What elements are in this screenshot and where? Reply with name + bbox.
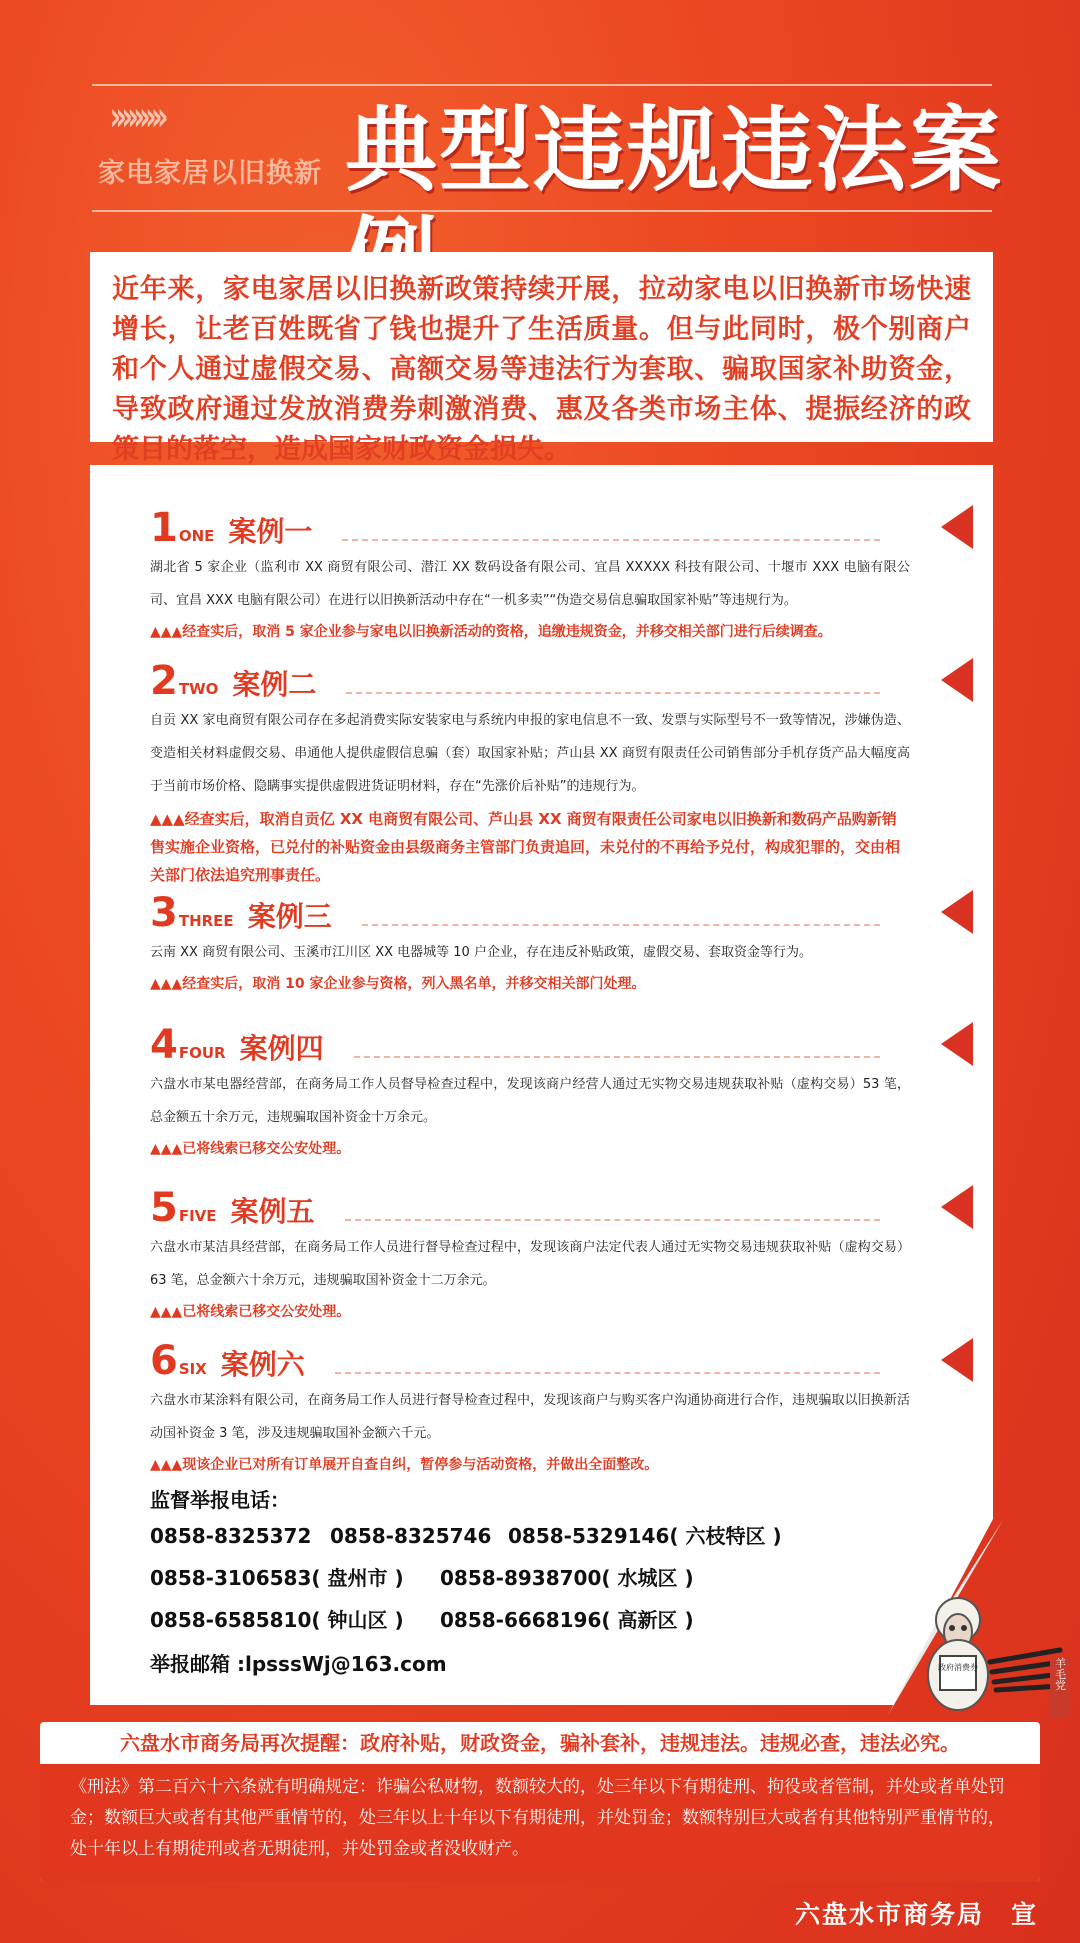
case-description: 六盘水市某涂料有限公司，在商务局工作人员进行督导检查过程中，发现该商户与购买客户沟通协商进行合作，违规骗取以旧换新活动国补资金 3 笔，涉及违规骗取国补金额六千元。 bbox=[150, 1393, 910, 1441]
chevron-decoration: ››››››››› bbox=[109, 94, 163, 140]
page-title: 典型违规违法案 bbox=[345, 97, 1004, 204]
hotline-row bbox=[150, 1599, 930, 1641]
case-result: ▲▲▲经查实后，取消 10 家企业参与资格，列入黑名单，并移交相关部门处理。 bbox=[150, 976, 646, 992]
header-top-rule bbox=[92, 84, 992, 86]
case-number-en: FOUR bbox=[178, 1044, 226, 1062]
header-bottom-rule bbox=[92, 210, 992, 212]
triangle-marker-icon bbox=[941, 505, 973, 549]
law-text: 《刑法》第二百六十六条就有明确规定：诈骗公私财物，数额较大的，处三年以下有期徒刑、拘役或者管制，并处或者单处罚金；数额巨大或者有其他严重情节的，处三年以上十年以下有期徒刑，并处罚金；数额特别巨大或者有其他特别严重情节的，处十年以上有期徒刑或者无期徒刑，并处罚金或者没收财产。 bbox=[40, 1764, 1040, 1882]
report-email[interactable]: 举报邮箱 :lpsssWj@163.com bbox=[150, 1652, 447, 1676]
sheep-icon bbox=[928, 1598, 988, 1710]
case-header bbox=[150, 1338, 910, 1384]
case-description: 自贡 XX 家电商贸有限公司存在多起消费实际安装家电与系统内申报的家电信息不一致、发票与实际型号不一致等情况，涉嫌伪造、变造相关材料虚假交易、串通他人提供虚假信息骗（套）取国家补贴；芦山县 XX 商贸有限责任公司销售部分手机存货产品大幅度高于当前市场价格、隐瞒事实提供虚假进货证明材料，存在“先涨价后补贴”的违规行为。 bbox=[150, 713, 910, 794]
case-description: 六盘水市某洁具经营部，在商务局工作人员进行督导检查过程中，发现该商户法定代表人通过无实物交易违规获取补贴（虚构交易）63 笔，总金额六十余万元，违规骗取国补资金十二万余元。 bbox=[150, 1240, 910, 1288]
case-number-en: ONE bbox=[178, 527, 215, 545]
dashed-divider bbox=[345, 1218, 880, 1221]
triangle-marker-icon bbox=[941, 1338, 973, 1382]
triangle-marker-icon bbox=[941, 658, 973, 702]
case-number: 2 bbox=[150, 658, 178, 704]
case-header bbox=[150, 1022, 910, 1068]
hotline-title: 监督举报电话： bbox=[150, 1488, 290, 1512]
case-title: 案例五 bbox=[230, 1195, 315, 1228]
case-number-en: SIX bbox=[178, 1360, 207, 1378]
dashed-divider bbox=[354, 1055, 880, 1058]
case-title: 案例四 bbox=[239, 1032, 324, 1065]
triangle-marker-icon bbox=[941, 890, 973, 934]
case-result: ▲▲▲已将线索已移交公安处理。 bbox=[150, 1141, 351, 1157]
case-1 bbox=[150, 505, 910, 645]
case-title: 案例一 bbox=[228, 515, 313, 548]
law-reminder: 六盘水市商务局再次提醒：政府补贴，财政资金，骗补套补，违规违法。违规必查，违法必究。 bbox=[120, 1731, 960, 1755]
dashed-divider bbox=[342, 538, 880, 541]
case-number: 4 bbox=[150, 1022, 178, 1068]
case-4 bbox=[150, 1022, 910, 1162]
case-header bbox=[150, 658, 910, 704]
case-3 bbox=[150, 890, 910, 997]
case-6 bbox=[150, 1338, 910, 1478]
intro-text: 近年来，家电家居以旧换新政策持续开展，拉动家电以旧换新市场快速增长，让老百姓既省了钱也提升了生活质量。但与此同时，极个别商户和个人通过虚假交易、高额交易等违法行为套取、骗取国家补助资金，导致政府通过发放消费券刺激消费、惠及各类市场主体、提振经济的政策目的落空，造成国家财政资金损失。 bbox=[112, 274, 971, 465]
case-result: ▲▲▲现该企业已对所有订单展开自查自纠，暂停参与活动资格，并做出全面整改。 bbox=[150, 1457, 659, 1473]
case-description: 六盘水市某电器经营部，在商务局工作人员督导检查过程中，发现该商户经营人通过无实物交易违规获取补贴（虚构交易）53 笔，总金额五十余万元，违规骗取国补资金十万余元。 bbox=[150, 1077, 910, 1125]
phone-number[interactable]: 0858-8938700( 水城区 ) bbox=[440, 1566, 694, 1590]
phone-number[interactable]: 0858-6668196( 高新区 ) bbox=[440, 1608, 694, 1632]
phone-number[interactable]: 0858-6585810( 钟山区 ) bbox=[150, 1608, 404, 1632]
case-number: 1 bbox=[150, 505, 178, 551]
case-title: 案例六 bbox=[220, 1348, 305, 1381]
case-result: ▲▲▲经查实后，取消 5 家企业参与家电以旧换新活动的资格，追缴违规资金，并移交相关部门进行后续调查。 bbox=[150, 624, 832, 640]
case-number: 6 bbox=[150, 1338, 178, 1384]
footer-signature: 六盘水市商务局 宣 bbox=[794, 1900, 1038, 1929]
header-subtitle: 家电家居以旧换新 bbox=[98, 158, 322, 189]
case-number: 5 bbox=[150, 1185, 178, 1231]
report-hotline bbox=[150, 1485, 930, 1685]
case-header bbox=[150, 505, 910, 551]
case-2 bbox=[150, 658, 910, 889]
dashed-divider bbox=[362, 923, 880, 926]
case-header bbox=[150, 890, 910, 936]
intro-box bbox=[90, 252, 993, 465]
dashed-divider bbox=[335, 1371, 880, 1374]
sign-label: 羊毛党 bbox=[1053, 1657, 1067, 1691]
hotline-row bbox=[150, 1515, 930, 1557]
case-number-en: TWO bbox=[178, 680, 219, 698]
case-result: ▲▲▲经查实后，取消自贡亿 XX 电商贸有限公司、芦山县 XX 商贸有限责任公司家电以旧换新和数码产品购新销售实施企业资格，已兑付的补贴资金由县级商务主管部门负责追回，未兑付的不再给予兑付，构成犯罪的，交由相关部门依法追究刑事责任。 bbox=[150, 810, 901, 884]
dashed-divider bbox=[346, 691, 880, 694]
sheep-illustration bbox=[910, 1590, 1070, 1730]
law-box bbox=[40, 1722, 1040, 1882]
case-title: 案例三 bbox=[247, 900, 332, 933]
case-number-en: FIVE bbox=[178, 1207, 217, 1225]
hotline-row bbox=[150, 1557, 930, 1599]
case-5 bbox=[150, 1185, 910, 1325]
coupon-label: 政府消费券 bbox=[938, 1663, 978, 1672]
case-number: 3 bbox=[150, 890, 178, 936]
phone-number[interactable]: 0858-5329146( 六枝特区 ) bbox=[508, 1524, 782, 1548]
triangle-marker-icon bbox=[941, 1022, 973, 1066]
phone-number[interactable]: 0858-8325372 bbox=[150, 1524, 312, 1548]
case-description: 湖北省 5 家企业（监利市 XX 商贸有限公司、潜江 XX 数码设备有限公司、宜昌 XXXXX 科技有限公司、十堰市 XXX 电脑有限公司、宜昌 XXX 电脑有限公司）在进行以旧换新活动中存在“一机多卖”“伪造交易信息骗取国家补贴”等违规行为。 bbox=[150, 560, 910, 608]
triangle-marker-icon bbox=[941, 1185, 973, 1229]
case-result: ▲▲▲已将线索已移交公安处理。 bbox=[150, 1304, 351, 1320]
phone-number[interactable]: 0858-3106583( 盘州市 ) bbox=[150, 1566, 404, 1590]
case-title: 案例二 bbox=[232, 668, 317, 701]
case-header bbox=[150, 1185, 910, 1231]
case-number-en: THREE bbox=[178, 912, 234, 930]
case-description: 云南 XX 商贸有限公司、玉溪市江川区 XX 电器城等 10 户企业，存在违反补贴政策，虚假交易、套取资金等行为。 bbox=[150, 945, 812, 960]
phone-number[interactable]: 0858-8325746 bbox=[330, 1524, 492, 1548]
